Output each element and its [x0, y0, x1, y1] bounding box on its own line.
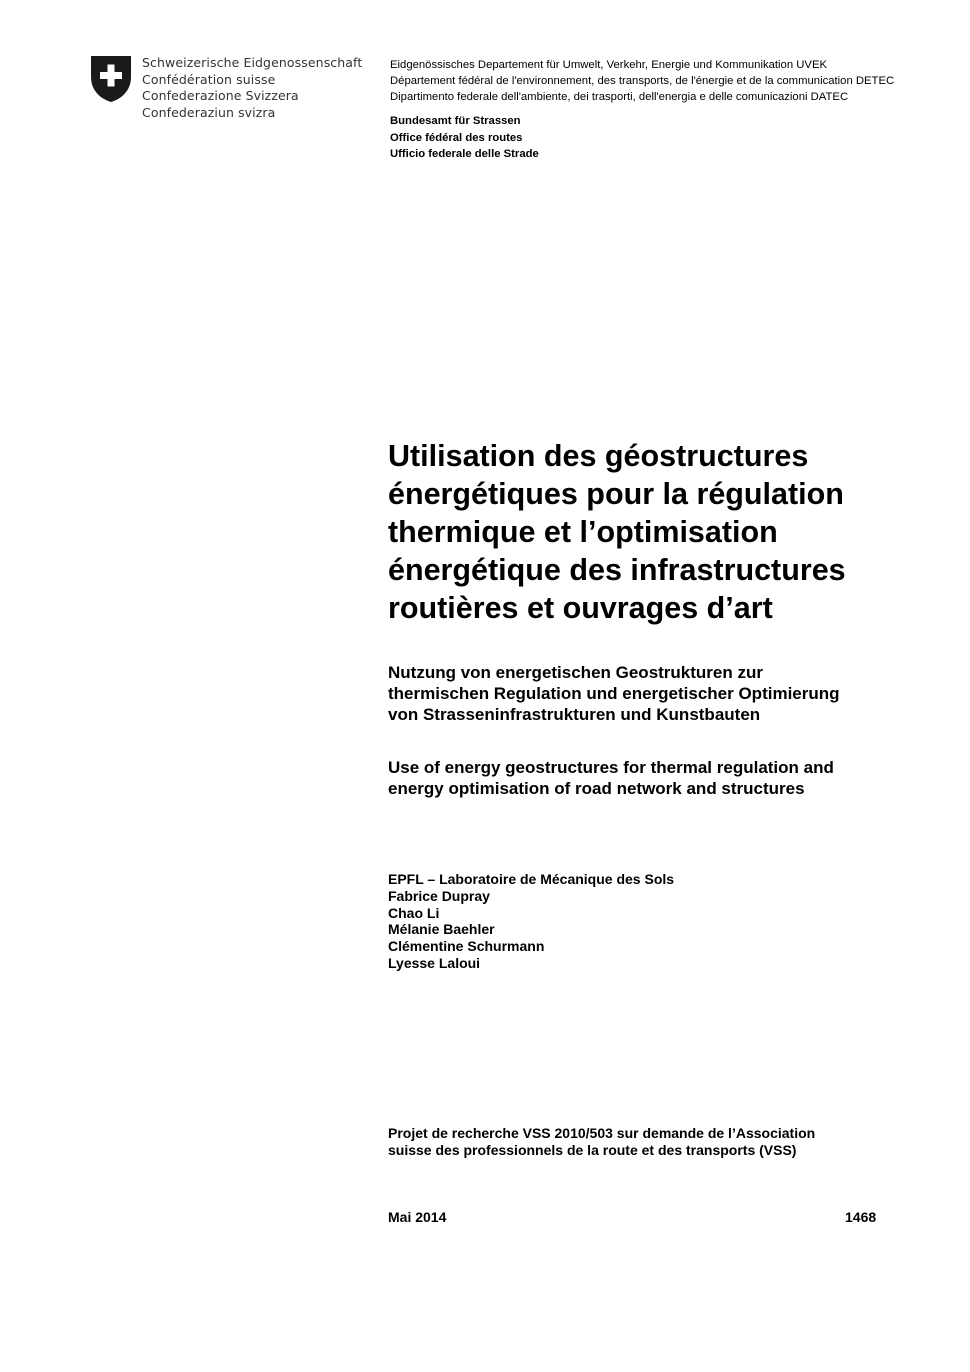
confederation-name-rm: Confederaziun svizra [142, 104, 276, 120]
office-name-it: Ufficio federale delle Strade [390, 148, 539, 160]
author-name: Lyesse Laloui [388, 954, 481, 971]
report-number: 1468 [845, 1209, 877, 1225]
swiss-shield-icon [90, 55, 132, 103]
author-name: Mélanie Baehler [388, 921, 495, 938]
office-name-de: Bundesamt für Strassen [390, 115, 521, 127]
title-german [388, 662, 928, 725]
title-french-line: thermique et l’optimisation [388, 515, 778, 549]
office-name-fr: Office fédéral des routes [390, 131, 523, 144]
department-name-de: Eidgenössisches Departement für Umwelt, Verkehr, Energie und Kommunikation UVEK [390, 59, 828, 71]
institution: EPFL – Laboratoire de Mécanique des Sols [388, 871, 675, 887]
author-name: Clémentine Schurmann [388, 938, 545, 955]
project-description-line: Projet de recherche VSS 2010/503 sur demande de l’Association [388, 1125, 816, 1141]
title-german-line: Nutzung von energetischen Geostrukturen zur [388, 663, 763, 682]
office-names [390, 113, 539, 163]
title-french-line: Utilisation des géostructures [388, 439, 809, 473]
confederation-name-de: Schweizerische Eidgenossenschaft [142, 55, 363, 70]
title-english-line: Use of energy geostructures for thermal regulation and [388, 758, 834, 777]
title-english-line: energy optimisation of road network and structures [388, 779, 805, 798]
title-english [388, 757, 928, 799]
department-name-fr: Département fédéral de l'environnement, des transports, de l'énergie et de la communication DETEC [390, 75, 895, 87]
author-name: Fabrice Dupray [388, 887, 490, 904]
title-french [388, 437, 928, 627]
department-name-it: Dipartimento federale dell'ambiente, dei trasporti, dell'energia e delle comunicazioni DATEC [390, 91, 849, 103]
title-french-line: énergétique des infrastructures [388, 553, 846, 587]
author-name: Chao Li [388, 904, 440, 921]
confederation-name-it: Confederazione Svizzera [142, 88, 299, 103]
department-names [390, 57, 894, 105]
project-description-line: suisse des professionnels de la route et des transports (VSS) [388, 1141, 797, 1158]
title-german-line: thermischen Regulation und energetischer Optimierung [388, 684, 840, 703]
publication-date: Mai 2014 [388, 1209, 447, 1225]
confederation-names [142, 55, 362, 121]
confederation-name-fr: Confédération suisse [142, 71, 276, 87]
title-french-line: énergétiques pour la régulation [388, 477, 844, 511]
authors-block [388, 871, 674, 972]
project-description [388, 1125, 815, 1158]
title-french-line: routières et ouvrages d’art [388, 591, 773, 625]
title-german-line: von Strasseninfrastrukturen und Kunstbauten [388, 705, 761, 724]
